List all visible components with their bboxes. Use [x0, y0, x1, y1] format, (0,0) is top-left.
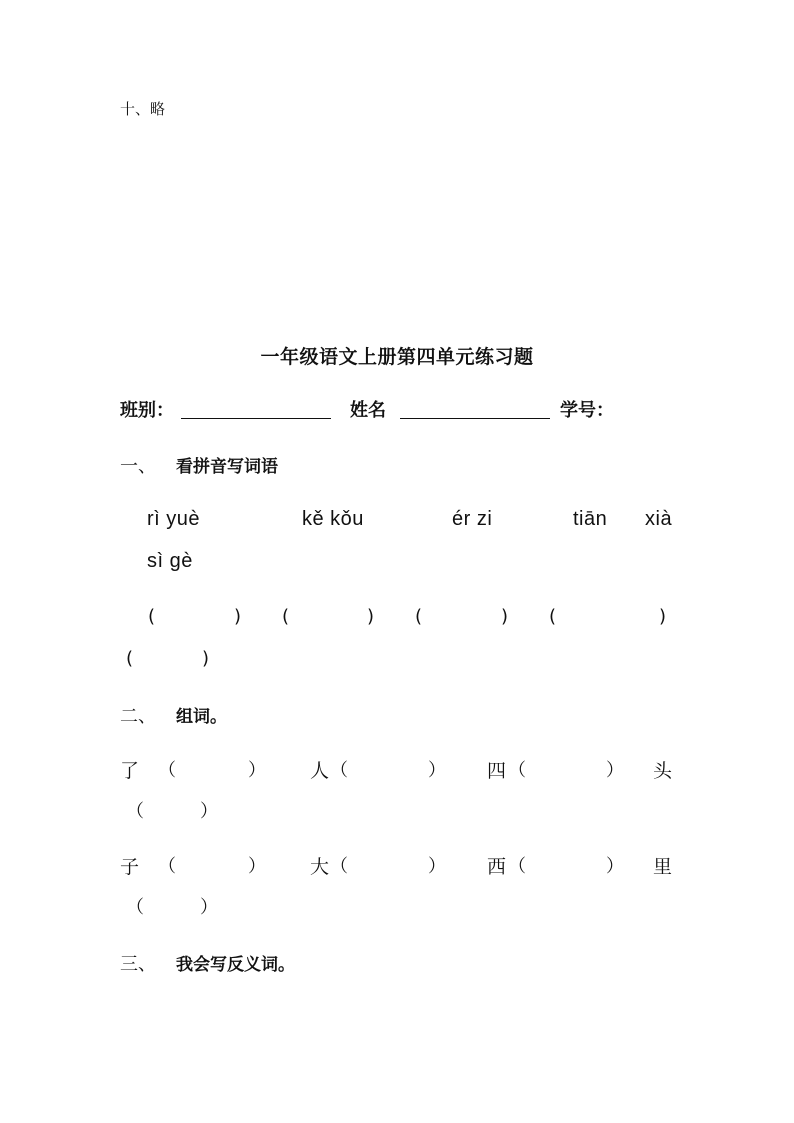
- paren-open: （: [126, 801, 144, 822]
- pinyin-item: tiān: [573, 508, 608, 530]
- paren-open: (: [549, 606, 557, 627]
- answer-blank[interactable]: [294, 606, 366, 628]
- student-id-label: 学号：: [560, 400, 614, 421]
- previous-answer: 十、略: [120, 100, 166, 118]
- section1-number: 一、: [120, 456, 156, 477]
- pinyin-item: kě kǒu: [302, 508, 364, 530]
- word-char: 子: [120, 856, 140, 878]
- pinyin-item: xià: [645, 508, 673, 530]
- paren-open: (: [415, 606, 423, 627]
- answer-blank[interactable]: [180, 852, 248, 874]
- answer-blank[interactable]: [352, 756, 424, 778]
- paren-close: ）: [248, 856, 266, 877]
- paren-open: （: [508, 856, 526, 877]
- section2-number: 二、: [120, 706, 156, 727]
- paren-close: ）: [428, 856, 446, 877]
- paren-close: ): [202, 648, 210, 669]
- page-title: 一年级语文上册第四单元练习题: [260, 346, 534, 368]
- pinyin-item: sì gè: [147, 550, 193, 572]
- word-char: 四: [487, 760, 507, 782]
- word-char: 了: [120, 760, 140, 782]
- answer-blank[interactable]: [148, 893, 200, 915]
- answer-blank[interactable]: [561, 606, 656, 628]
- class-input-line[interactable]: [181, 400, 331, 419]
- paren-close: ）: [200, 897, 218, 918]
- paren-open: (: [126, 648, 134, 669]
- paren-close: ): [234, 606, 242, 627]
- paren-close: ）: [428, 760, 446, 781]
- paren-close: ): [501, 606, 509, 627]
- paren-close: ）: [200, 801, 218, 822]
- word-char: 人: [310, 760, 330, 782]
- name-input-line[interactable]: [400, 400, 550, 419]
- paren-open: (: [148, 606, 156, 627]
- paren-open: （: [330, 760, 348, 781]
- paren-close: ）: [606, 760, 624, 781]
- answer-blank[interactable]: [530, 756, 602, 778]
- answer-blank[interactable]: [160, 606, 232, 628]
- pinyin-item: ér zi: [452, 508, 493, 530]
- paren-open: （: [508, 760, 526, 781]
- section3-heading: 我会写反义词。: [176, 955, 295, 975]
- paren-close: ): [659, 606, 667, 627]
- pinyin-item: rì yuè: [147, 508, 201, 530]
- word-char: 大: [310, 856, 330, 878]
- answer-blank[interactable]: [530, 852, 602, 874]
- section3-number: 三、: [120, 954, 156, 975]
- paren-open: （: [158, 856, 176, 877]
- paren-close: ）: [606, 856, 624, 877]
- section1-heading: 看拼音写词语: [176, 457, 278, 477]
- word-char: 头: [653, 760, 673, 782]
- name-label: 姓名: [350, 400, 386, 421]
- paren-close: ）: [248, 760, 266, 781]
- paren-close: ): [367, 606, 375, 627]
- answer-blank[interactable]: [427, 606, 499, 628]
- paren-open: （: [126, 897, 144, 918]
- answer-blank[interactable]: [138, 648, 200, 670]
- word-char: 西: [487, 856, 507, 878]
- paren-open: (: [282, 606, 290, 627]
- section2-heading: 组词。: [176, 707, 227, 727]
- paren-open: （: [330, 856, 348, 877]
- class-label: 班别：: [120, 400, 174, 421]
- answer-blank[interactable]: [352, 852, 424, 874]
- word-char: 里: [653, 856, 673, 878]
- answer-blank[interactable]: [148, 797, 200, 819]
- paren-open: （: [158, 760, 176, 781]
- answer-blank[interactable]: [180, 756, 248, 778]
